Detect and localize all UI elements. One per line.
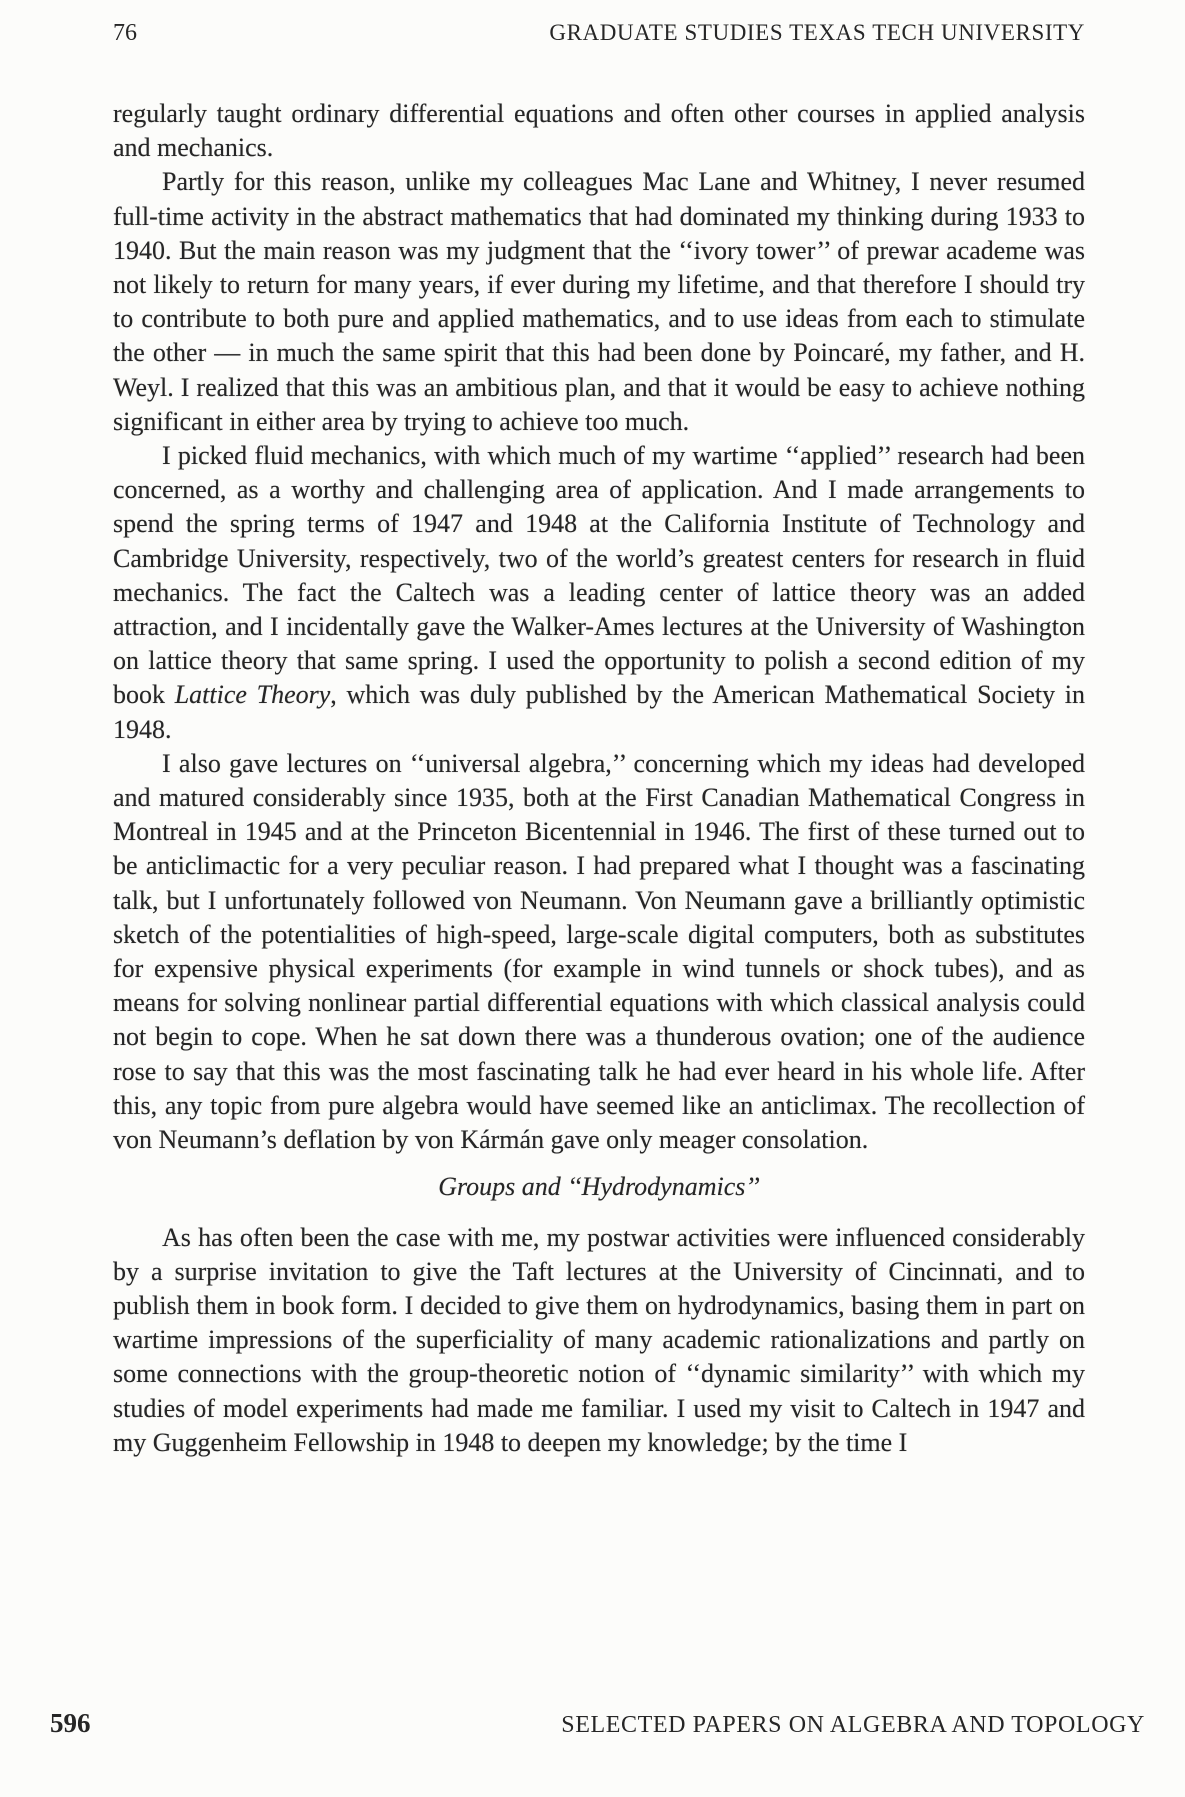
paragraph-partly-for-this-reason: Partly for this reason, unlike my colleagues Mac Lane and Whitney, I never resumed full-time activity in the abstract mathematics that had dominated my thinking during 1933 to 1940. But the main reason was my judgment that the ‘‘ivory tower’’ of prewar academe was not likely to return for many years, if ever during my lifetime, and that therefore I should try to contribute to both pure and applied mathematics, and to use ideas from each to stimulate the other — in much the same spirit that this had been done by Poincaré, my father, and H. Weyl. I realized that this was an ambitious plan, and that it would be easy to achieve nothing significant in either area by trying to achieve too much. [113, 167, 1085, 436]
header-page-number: 76 [113, 20, 137, 46]
header-running-title: GRADUATE STUDIES TEXAS TECH UNIVERSITY [549, 20, 1085, 45]
paragraph-continuation: regularly taught ordinary differential equations and often other courses in applied analysis and mechanics. [113, 99, 1085, 163]
book-title-lattice-theory-italic: Lattice Theory [174, 680, 331, 710]
paragraph-fluid-mechanics-text: I picked fluid mechanics, with which much of my wartime ‘‘applied’’ research had been concerned, as a worthy and challenging area of application. And I made arrangements to spend the spring terms of 1947 and 1948 at the California Institute of Technology and Cambridge University, respectively, two of the world’s greatest centers for research in fluid mechanics. The fact the Caltech was a leading center of lattice theory was an added attraction, and I incidentally gave the Walker-Ames lectures at the University of Washington on lattice theory that same spring. I used the opportunity to polish a second edition of my book [113, 441, 1085, 710]
running-footer [50, 1708, 1145, 1739]
paragraph-fluid-mechanics [113, 439, 1085, 747]
footer-book-title: SELECTED PAPERS ON ALGEBRA AND TOPOLOGY [561, 1712, 1145, 1738]
paragraph-universal-algebra: I also gave lectures on ‘‘universal algebra,’’ concerning which my ideas had developed and matured considerably since 1935, both at the First Canadian Mathematical Congress in Montreal in 1945 and at the Princeton Bicentennial in 1946. The first of these turned out to be anticlimactic for a very peculiar reason. I had prepared what I thought was a fascinating talk, but I unfortunately followed von Neumann. Von Neumann gave a brilliantly optimistic sketch of the potentialities of high-speed, large-scale digital computers, both as substitutes for expensive physical experiments (for example in wind tunnels or shock tubes), and as means for solving nonlinear partial differential equations with which classical analysis could not begin to cope. When he sat down there was a thunderous ovation; one of the audience rose to say that this was the most fascinating talk he had ever heard in his whole life. After this, any topic from pure algebra would have seemed like an anticlimax. The recollection of von Neumann’s deflation by von Kármán gave only meager consolation. [113, 748, 1085, 1155]
paragraph-postwar-activities: As has often been the case with me, my postwar activities were influenced considerably by a surprise invitation to give the Taft lectures at the University of Cincinnati, and to publish them in book form. I decided to give them on hydrodynamics, basing them in part on wartime impressions of the superficiality of many academic rationalizations and partly on some connections with the group-theoretic notion of ‘‘dynamic similarity’’ with which my studies of model experiments had made me familiar. I used my visit to Caltech in 1947 and my Guggenheim Fellowship in 1948 to deepen my knowledge; by the time I [113, 1222, 1085, 1457]
paragraph-fluid-mechanics-text-after: , which was duly published by the American Mathematical Society in 1948. [113, 680, 1086, 744]
footer-page-number: 596 [50, 1708, 91, 1738]
section-heading-groups-and-hydrodynamics: Groups and ‘‘Hydrodynamics’’ [438, 1172, 760, 1202]
page-body-text [113, 97, 1085, 1460]
running-header [113, 20, 1085, 47]
